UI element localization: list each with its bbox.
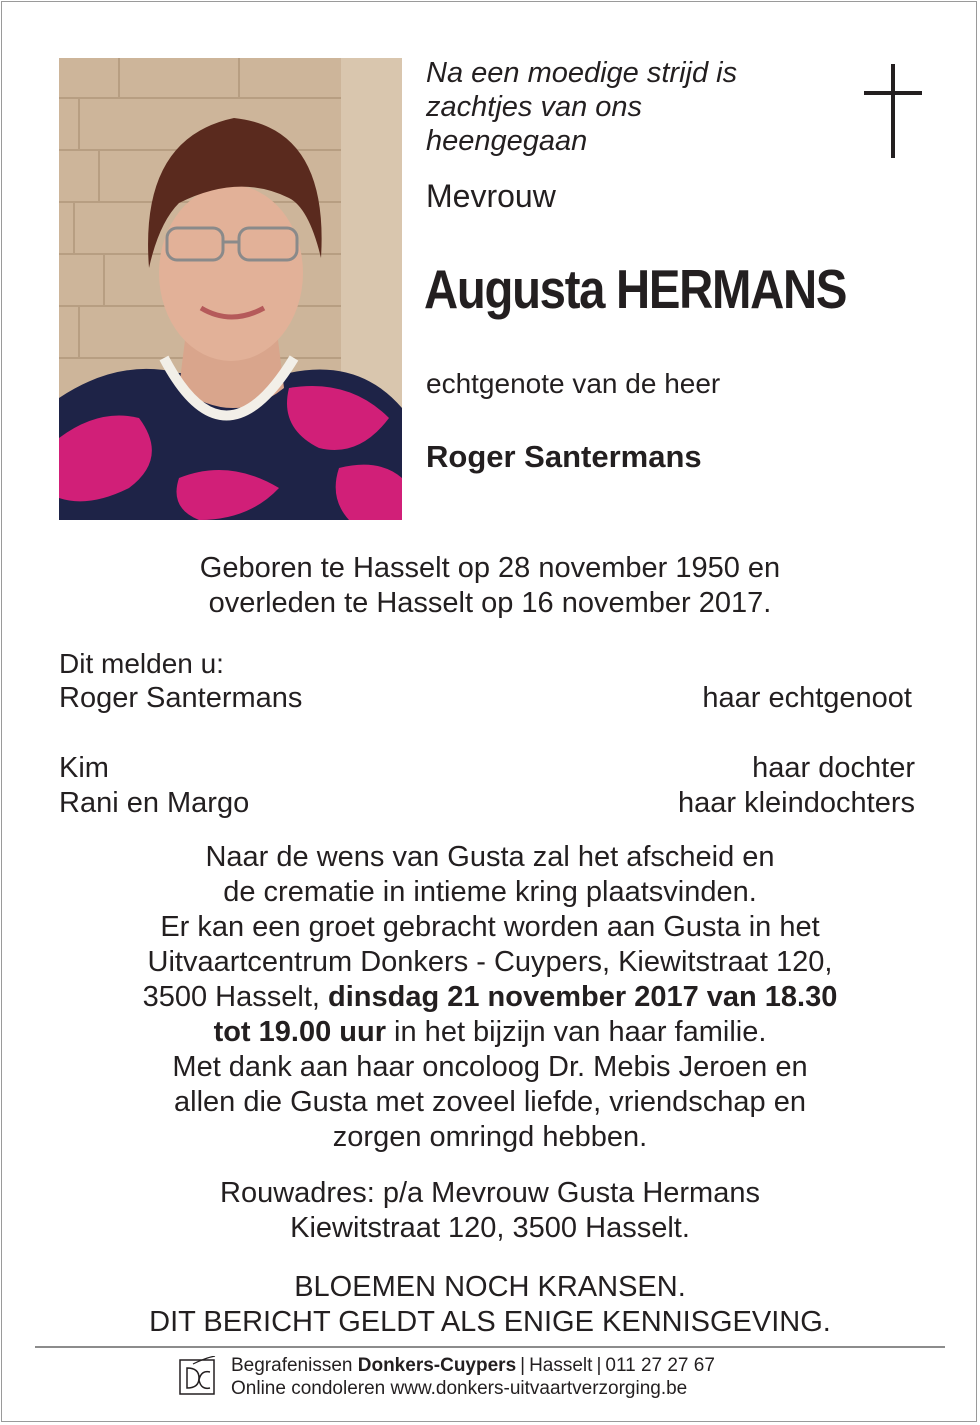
message-line: Met dank aan haar oncoloog Dr. Mebis Jeroen en: [172, 1051, 808, 1083]
intro-line: zachtjes van ons: [426, 91, 643, 123]
message-line: Er kan een groet gebracht worden aan Gusta in het: [160, 911, 820, 943]
footer: [231, 1354, 715, 1400]
intro-line: Na een moedige strijd is: [426, 57, 738, 89]
message-text: in het bijzijn van haar familie.: [386, 1016, 767, 1048]
birth-death: [0, 551, 980, 621]
closing-notice: [0, 1270, 980, 1340]
closing-line: BLOEMEN NOCH KRANSEN.: [294, 1271, 686, 1303]
company-city: Hasselt: [529, 1355, 593, 1376]
address-line: Kiewitstraat 120, 3500 Hasselt.: [290, 1212, 690, 1244]
visitation-time: tot 19.00 uur: [213, 1016, 386, 1048]
separator: |: [520, 1355, 526, 1376]
visitation-date: dinsdag 21 november 2017 van 18.30: [328, 981, 838, 1013]
cross-icon: [864, 64, 922, 160]
message-line: Uitvaartcentrum Donkers - Cuypers, Kiewitstraat 120,: [147, 946, 833, 978]
family-relation: haar kleindochters: [678, 787, 915, 819]
company-prefix: Begrafenissen: [231, 1355, 358, 1376]
footer-company-line: [231, 1354, 715, 1377]
message-line: [0, 1015, 980, 1050]
message-line: allen die Gusta met zoveel liefde, vriendschap en: [174, 1086, 806, 1118]
message-line: de crematie in intieme kring plaatsvinden.: [223, 876, 757, 908]
family-name: Roger Santermans: [59, 682, 303, 714]
address-line: Rouwadres: p/a Mevrouw Gusta Hermans: [220, 1177, 760, 1209]
title: Mevrouw: [426, 178, 556, 214]
family-name: Rani en Margo: [59, 787, 250, 819]
website-link[interactable]: www.donkers-uitvaartverzorging.be: [390, 1378, 688, 1399]
portrait-photo: [59, 58, 402, 520]
intro-line: heengegaan: [426, 125, 588, 157]
message-text: 3500 Hasselt,: [142, 981, 328, 1013]
spouse-label: echtgenote van de heer: [426, 368, 721, 399]
family-relation: haar echtgenoot: [702, 682, 912, 714]
announce-label: Dit melden u:: [59, 648, 224, 679]
family-name: Kim: [59, 752, 109, 784]
death-line: overleden te Hasselt op 16 november 2017.: [208, 587, 772, 619]
funeral-home-logo-icon: [179, 1356, 217, 1396]
footer-condolence-line: [231, 1377, 715, 1400]
footer-divider: [35, 1346, 945, 1348]
separator: |: [596, 1355, 602, 1376]
message-line: zorgen omringd hebben.: [332, 1121, 648, 1153]
message: [0, 840, 980, 1155]
intro-text: [426, 56, 826, 158]
mourning-address: [0, 1176, 980, 1246]
company-name: Donkers-Cuypers: [357, 1355, 517, 1376]
company-phone[interactable]: 011 27 27 67: [605, 1355, 715, 1376]
message-line: [0, 980, 980, 1015]
condolence-label: Online condoleren: [231, 1378, 386, 1399]
closing-line: DIT BERICHT GELDT ALS ENIGE KENNISGEVING.: [149, 1306, 831, 1338]
spouse-name: Roger Santermans: [426, 439, 702, 474]
birth-line: Geboren te Hasselt op 28 november 1950 en: [199, 552, 781, 584]
deceased-name: Augusta HERMANS: [424, 258, 847, 320]
family-relation: haar dochter: [752, 752, 915, 784]
message-line: Naar de wens van Gusta zal het afscheid en: [205, 841, 775, 873]
